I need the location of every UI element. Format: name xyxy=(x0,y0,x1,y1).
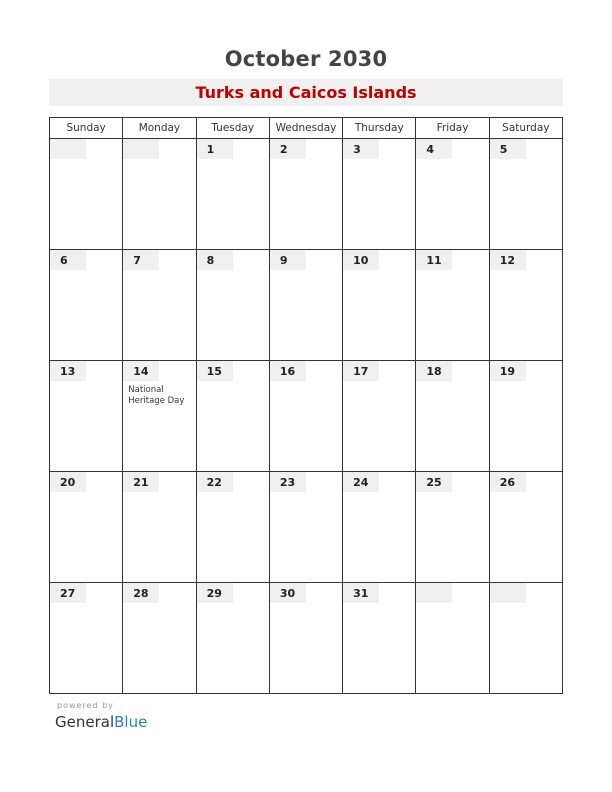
weekday-header-row xyxy=(50,118,563,139)
day-cell xyxy=(269,139,342,250)
day-number: 25 xyxy=(416,472,452,492)
day-cell xyxy=(343,583,416,694)
day-number: 15 xyxy=(197,361,233,381)
day-number: 6 xyxy=(50,250,86,270)
day-cell xyxy=(50,250,123,361)
generalblue-logo xyxy=(55,713,147,731)
day-cell xyxy=(196,250,269,361)
weekday-header-monday: Monday xyxy=(123,118,196,139)
day-cell xyxy=(489,361,562,472)
day-number: 9 xyxy=(270,250,306,270)
day-cell xyxy=(343,250,416,361)
day-cell xyxy=(489,250,562,361)
day-number: 30 xyxy=(270,583,306,603)
day-number: 1 xyxy=(197,139,233,159)
day-number: 8 xyxy=(197,250,233,270)
weekday-header-wednesday: Wednesday xyxy=(269,118,342,139)
day-number: 20 xyxy=(50,472,86,492)
day-cell xyxy=(196,472,269,583)
day-number: 24 xyxy=(343,472,379,492)
day-number: 7 xyxy=(123,250,159,270)
day-cell xyxy=(50,472,123,583)
weekday-header-friday: Friday xyxy=(416,118,489,139)
calendar-grid xyxy=(49,117,563,694)
week-row xyxy=(50,583,563,694)
day-cell xyxy=(269,583,342,694)
brand-general: General xyxy=(55,713,115,731)
brand-blue: Blue xyxy=(114,713,148,731)
day-number: 19 xyxy=(490,361,526,381)
day-number: 12 xyxy=(490,250,526,270)
day-cell xyxy=(50,583,123,694)
day-number: 2 xyxy=(270,139,306,159)
day-number: 27 xyxy=(50,583,86,603)
day-cell xyxy=(489,139,562,250)
week-row xyxy=(50,361,563,472)
day-cell xyxy=(416,361,489,472)
day-cell xyxy=(123,139,196,250)
day-cell xyxy=(123,472,196,583)
day-number: 31 xyxy=(343,583,379,603)
weekday-header-tuesday: Tuesday xyxy=(196,118,269,139)
week-row xyxy=(50,472,563,583)
day-number: 16 xyxy=(270,361,306,381)
day-number xyxy=(50,139,86,159)
day-cell xyxy=(489,583,562,694)
day-cell xyxy=(196,361,269,472)
day-number: 4 xyxy=(416,139,452,159)
day-cell xyxy=(196,583,269,694)
day-cell xyxy=(269,472,342,583)
day-number: 13 xyxy=(50,361,86,381)
page-title: October 2030 xyxy=(224,47,388,71)
day-number: 29 xyxy=(197,583,233,603)
day-number: 28 xyxy=(123,583,159,603)
day-number: 11 xyxy=(416,250,452,270)
day-cell xyxy=(50,361,123,472)
day-cell xyxy=(416,583,489,694)
day-number: 14 xyxy=(123,361,159,381)
day-cell xyxy=(269,361,342,472)
day-cell xyxy=(343,361,416,472)
day-cell xyxy=(269,250,342,361)
day-number: 5 xyxy=(490,139,526,159)
calendar-body xyxy=(50,139,563,694)
day-number: 18 xyxy=(416,361,452,381)
day-cell xyxy=(416,250,489,361)
day-cell xyxy=(343,139,416,250)
day-cell xyxy=(50,139,123,250)
day-number: 21 xyxy=(123,472,159,492)
day-cell xyxy=(489,472,562,583)
day-number xyxy=(123,139,159,159)
day-number: 26 xyxy=(490,472,526,492)
weekday-header-thursday: Thursday xyxy=(343,118,416,139)
country-banner xyxy=(49,79,563,106)
day-number: 23 xyxy=(270,472,306,492)
country-name: Turks and Caicos Islands xyxy=(195,83,417,102)
weekday-header-sunday: Sunday xyxy=(50,118,123,139)
day-cell xyxy=(123,250,196,361)
holiday-label: National Heritage Day xyxy=(128,385,185,406)
weekday-header-saturday: Saturday xyxy=(489,118,562,139)
week-row xyxy=(50,139,563,250)
day-cell xyxy=(416,472,489,583)
day-number xyxy=(490,583,526,603)
day-cell xyxy=(123,583,196,694)
powered-by-label: powered by xyxy=(57,701,114,710)
day-number: 17 xyxy=(343,361,379,381)
week-row xyxy=(50,250,563,361)
day-cell xyxy=(123,361,196,472)
day-number: 22 xyxy=(197,472,233,492)
day-number: 3 xyxy=(343,139,379,159)
day-cell xyxy=(196,139,269,250)
day-number xyxy=(416,583,452,603)
day-number: 10 xyxy=(343,250,379,270)
day-cell xyxy=(343,472,416,583)
day-cell xyxy=(416,139,489,250)
